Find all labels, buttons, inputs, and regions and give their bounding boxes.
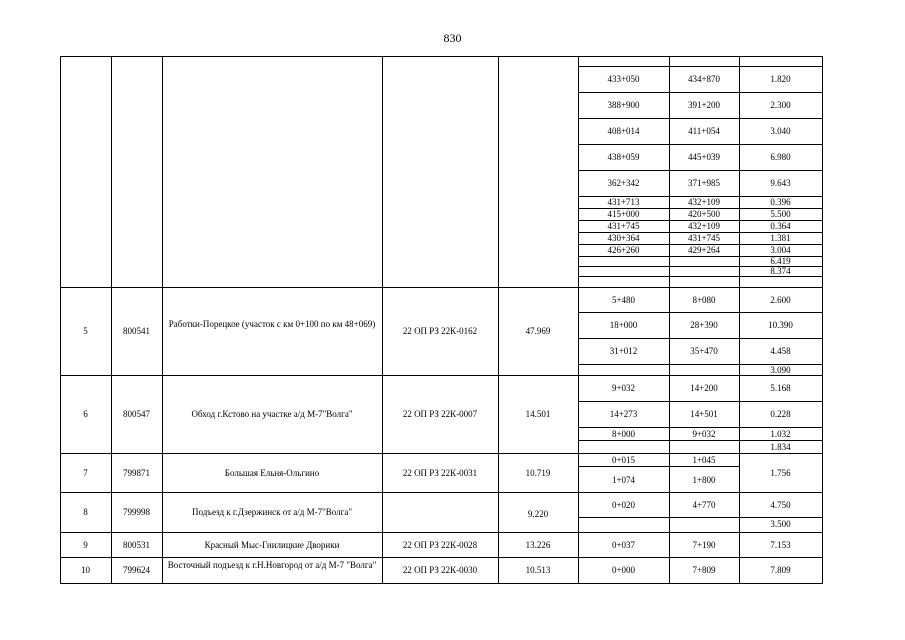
interval-from: 438+059 [607, 152, 640, 162]
row-number: 6 [83, 409, 88, 419]
road-name: Красный Мыс-Гнилицкие Дворики [204, 540, 340, 550]
interval-from: 31+012 [609, 346, 638, 356]
row-divider [578, 66, 823, 67]
interval-to: 434+870 [687, 74, 721, 84]
row-number: 5 [83, 326, 88, 336]
interval-to: 445+039 [687, 152, 721, 162]
interval-length: 10.390 [768, 320, 793, 330]
interval-length: 5.168 [770, 383, 791, 393]
interval-length: 0.396 [770, 197, 791, 207]
interval-to: 1+800 [692, 475, 716, 485]
interval-length: 0.228 [770, 409, 791, 419]
interval-from: 415+000 [607, 209, 640, 219]
interval-to: 432+109 [687, 221, 721, 231]
interval-length: 1.834 [770, 442, 791, 452]
total-length: 14.501 [525, 409, 551, 419]
registry-number: 22 ОП РЗ 22К-0030 [402, 565, 478, 575]
interval-from: 430+364 [607, 233, 640, 243]
interval-length: 3.040 [770, 126, 791, 136]
row-divider [60, 557, 823, 558]
row-divider [60, 532, 823, 533]
interval-to: 371+985 [687, 178, 721, 188]
total-length: 13.226 [525, 540, 551, 550]
registry-number: 22 ОП РЗ 22К-0162 [402, 326, 478, 336]
road-name: Подъезд к г.Дзержинск от а/д М-7"Волга" [191, 507, 353, 517]
interval-from: 18+000 [609, 320, 638, 330]
interval-to: 4+770 [692, 500, 716, 510]
interval-from: 0+037 [611, 540, 636, 550]
road-code: 800547 [123, 409, 150, 419]
row-divider [578, 517, 823, 518]
interval-length: 6.419 [770, 256, 791, 266]
interval-to: 8+080 [692, 295, 716, 305]
interval-from: 1+074 [611, 475, 636, 485]
interval-from: 426+260 [607, 245, 640, 255]
row-number: 9 [83, 540, 88, 550]
interval-to: 431+745 [687, 233, 721, 243]
interval-from: 431+745 [607, 221, 640, 231]
interval-from: 433+050 [607, 74, 640, 84]
row-divider [578, 276, 823, 277]
row-divider [578, 427, 823, 428]
road-code: 800531 [123, 540, 150, 550]
interval-to: 432+109 [687, 197, 721, 207]
road-name: Большая Ельня-Ольгино [224, 468, 320, 478]
interval-length: 7.809 [770, 565, 791, 575]
road-name: Обход г.Кстово на участке а/д М-7"Волга" [191, 409, 353, 419]
row-divider [578, 338, 823, 339]
row-number: 8 [83, 507, 88, 517]
road-name: Восточный подъезд к г.Н.Новгород от а/д М-7 "Волга" [167, 560, 377, 570]
row-divider [578, 170, 823, 171]
total-length: 47.969 [525, 326, 551, 336]
interval-length: 5.500 [770, 209, 791, 219]
registry-number: 22 ОП РЗ 22К-0007 [402, 409, 478, 419]
row-divider [578, 92, 823, 93]
column-divider [111, 56, 112, 584]
road-name: Работки-Порецкое (участок с км 0+100 по км 48+069) [168, 319, 376, 329]
interval-to: 14+501 [690, 409, 718, 419]
registry-number: 22 ОП РЗ 22К-0031 [402, 468, 478, 478]
table-border-top [60, 56, 823, 57]
interval-from: 431+713 [607, 197, 640, 207]
interval-length: 1.820 [770, 74, 791, 84]
row-divider [578, 401, 823, 402]
interval-length: 2.600 [770, 295, 791, 305]
table-border-bottom [60, 583, 823, 584]
interval-length: 2.300 [770, 100, 791, 110]
row-divider [60, 453, 823, 454]
interval-to: 391+200 [687, 100, 721, 110]
interval-length: 3.004 [770, 245, 791, 255]
interval-from: 0+000 [611, 565, 636, 575]
interval-to: 9+032 [692, 429, 716, 439]
interval-length: 3.090 [770, 365, 791, 375]
interval-length: 0.364 [770, 221, 791, 231]
column-divider [382, 56, 383, 584]
column-divider [498, 56, 499, 584]
interval-from: 408+014 [607, 126, 640, 136]
interval-length: 1.381 [770, 233, 791, 243]
interval-from: 14+273 [609, 409, 638, 419]
interval-from: 388+900 [607, 100, 640, 110]
total-length: 10.719 [525, 468, 551, 478]
interval-from: 8+000 [611, 429, 636, 439]
interval-from: 5+480 [611, 295, 636, 305]
row-number: 10 [81, 565, 90, 575]
interval-to: 1+045 [692, 455, 716, 465]
page-number: 830 [443, 31, 462, 45]
row-divider [578, 312, 823, 313]
interval-length: 4.458 [770, 346, 791, 356]
interval-length: 7.153 [770, 540, 791, 550]
row-divider [578, 118, 823, 119]
total-length: 9.220 [527, 509, 549, 519]
row-number: 7 [83, 468, 88, 478]
interval-to: 14+200 [690, 383, 718, 393]
interval-to: 420+500 [687, 209, 721, 219]
table-border-left [60, 56, 61, 584]
interval-to: 7+809 [692, 565, 716, 575]
row-divider [578, 440, 823, 441]
interval-from: 0+015 [611, 455, 636, 465]
road-code: 800541 [123, 326, 150, 336]
road-code: 799998 [123, 507, 150, 517]
interval-length: 9.643 [770, 178, 791, 188]
interval-length: 1.032 [770, 429, 791, 439]
interval-length: 1.756 [770, 468, 791, 478]
interval-length: 6.980 [770, 152, 791, 162]
row-divider [60, 375, 823, 376]
registry-number: 22 ОП РЗ 22К-0028 [402, 540, 478, 550]
interval-length: 4.750 [770, 500, 791, 510]
interval-to: 411+054 [688, 126, 720, 136]
row-divider [578, 144, 823, 145]
road-code: 799871 [123, 468, 150, 478]
road-code: 799624 [123, 565, 150, 575]
interval-to: 7+190 [692, 540, 716, 550]
interval-from: 9+032 [611, 383, 636, 393]
table-border-right [822, 56, 823, 584]
interval-from: 362+342 [607, 178, 640, 188]
row-divider [578, 466, 739, 467]
total-length: 10.513 [525, 565, 551, 575]
interval-length: 3.500 [770, 519, 791, 529]
interval-from: 0+020 [611, 500, 636, 510]
interval-to: 35+470 [690, 346, 718, 356]
interval-to: 429+264 [687, 245, 721, 255]
interval-to: 28+390 [690, 320, 718, 330]
row-divider [60, 287, 823, 288]
interval-length: 8.374 [770, 266, 791, 276]
row-divider [60, 492, 823, 493]
